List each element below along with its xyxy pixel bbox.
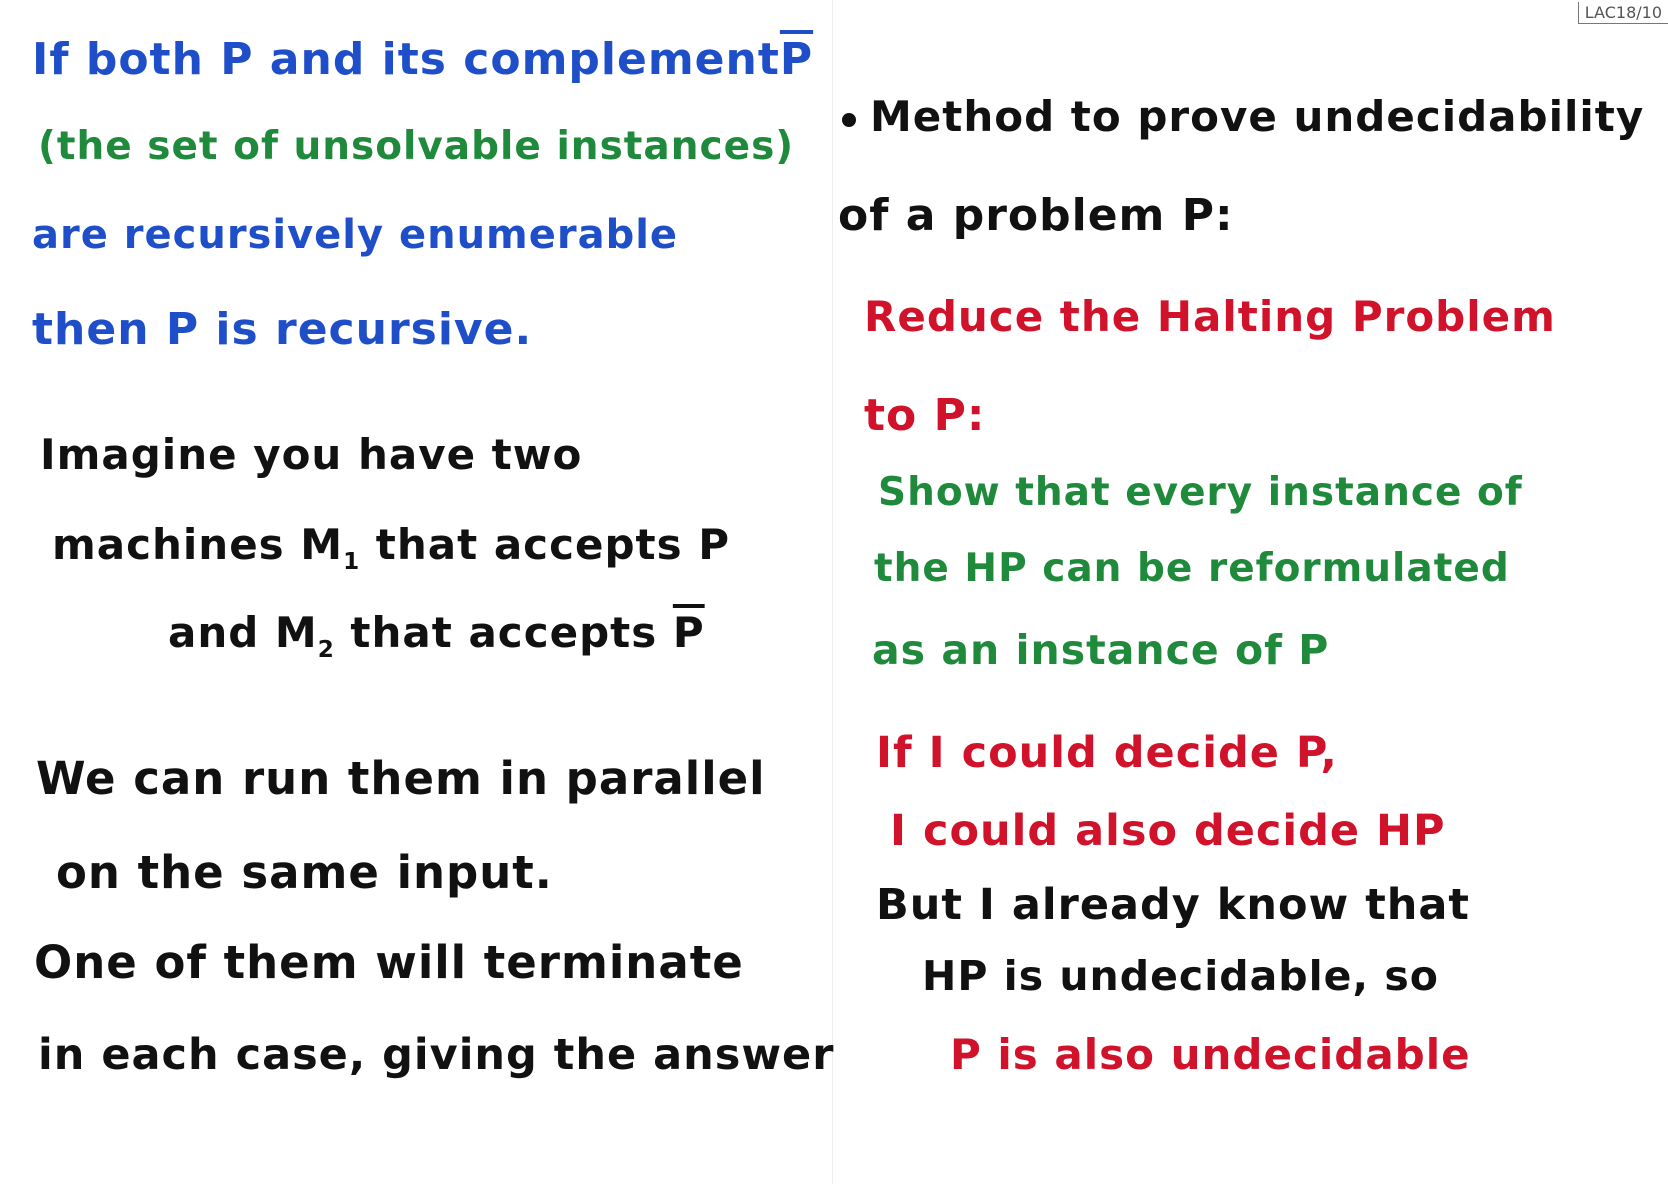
recursive-statement-line-1 xyxy=(32,34,813,85)
bullet-icon xyxy=(842,113,856,127)
conclusion-line-1: If I could decide P, xyxy=(876,728,1338,778)
recursive-statement-line-2: (the set of unsolvable instances) xyxy=(38,124,795,169)
m1-subscript: 1 xyxy=(343,549,361,576)
machines-m-prefix: machines M xyxy=(52,520,344,569)
imagine-line-2 xyxy=(52,520,730,576)
parallel-line-1: We can run them in parallel xyxy=(36,752,766,805)
conclusion-line-3: But I already know that xyxy=(876,880,1470,930)
parallel-line-2: on the same input. xyxy=(56,846,553,899)
method-line-2: of a problem P: xyxy=(838,190,1234,241)
recursive-statement-line-4: then P is recursive. xyxy=(32,304,533,355)
reduce-line-2: to P: xyxy=(864,390,986,441)
reduce-line-1: Reduce the Halting Problem xyxy=(864,292,1556,341)
parallel-line-4: in each case, giving the answer xyxy=(38,1030,835,1080)
show-line-3: as an instance of P xyxy=(872,626,1330,674)
imagine-line-3 xyxy=(168,608,705,664)
accepts-p-suffix: that accepts P xyxy=(360,520,730,569)
accepts-text: that accepts xyxy=(334,608,673,657)
conclusion-line-5: P is also undecidable xyxy=(950,1030,1471,1079)
show-line-1: Show that every instance of xyxy=(878,470,1523,515)
complement-prefix: If both P and its complement xyxy=(32,34,780,85)
method-heading-text: Method to prove undecidability xyxy=(870,92,1645,141)
reference-tag: LAC18/10 xyxy=(1578,2,1668,24)
complement-symbol-p-bar: $\overline{P}$ xyxy=(779,34,814,85)
conclusion-line-2: I could also decide HP xyxy=(890,806,1446,856)
recursive-statement-line-3: are recursively enumerable xyxy=(32,212,679,258)
show-line-2: the HP can be reformulated xyxy=(874,546,1510,591)
and-m-prefix: and M xyxy=(168,608,318,657)
page-fold-line xyxy=(832,0,833,1184)
conclusion-line-4: HP is undecidable, so xyxy=(922,952,1439,1000)
parallel-line-3: One of them will terminate xyxy=(34,936,744,989)
m2-subscript: 2 xyxy=(317,637,335,664)
imagine-line-1: Imagine you have two xyxy=(40,430,583,479)
method-line-1 xyxy=(842,92,1644,141)
p-bar-symbol: $\overline{P}$ xyxy=(672,608,705,657)
